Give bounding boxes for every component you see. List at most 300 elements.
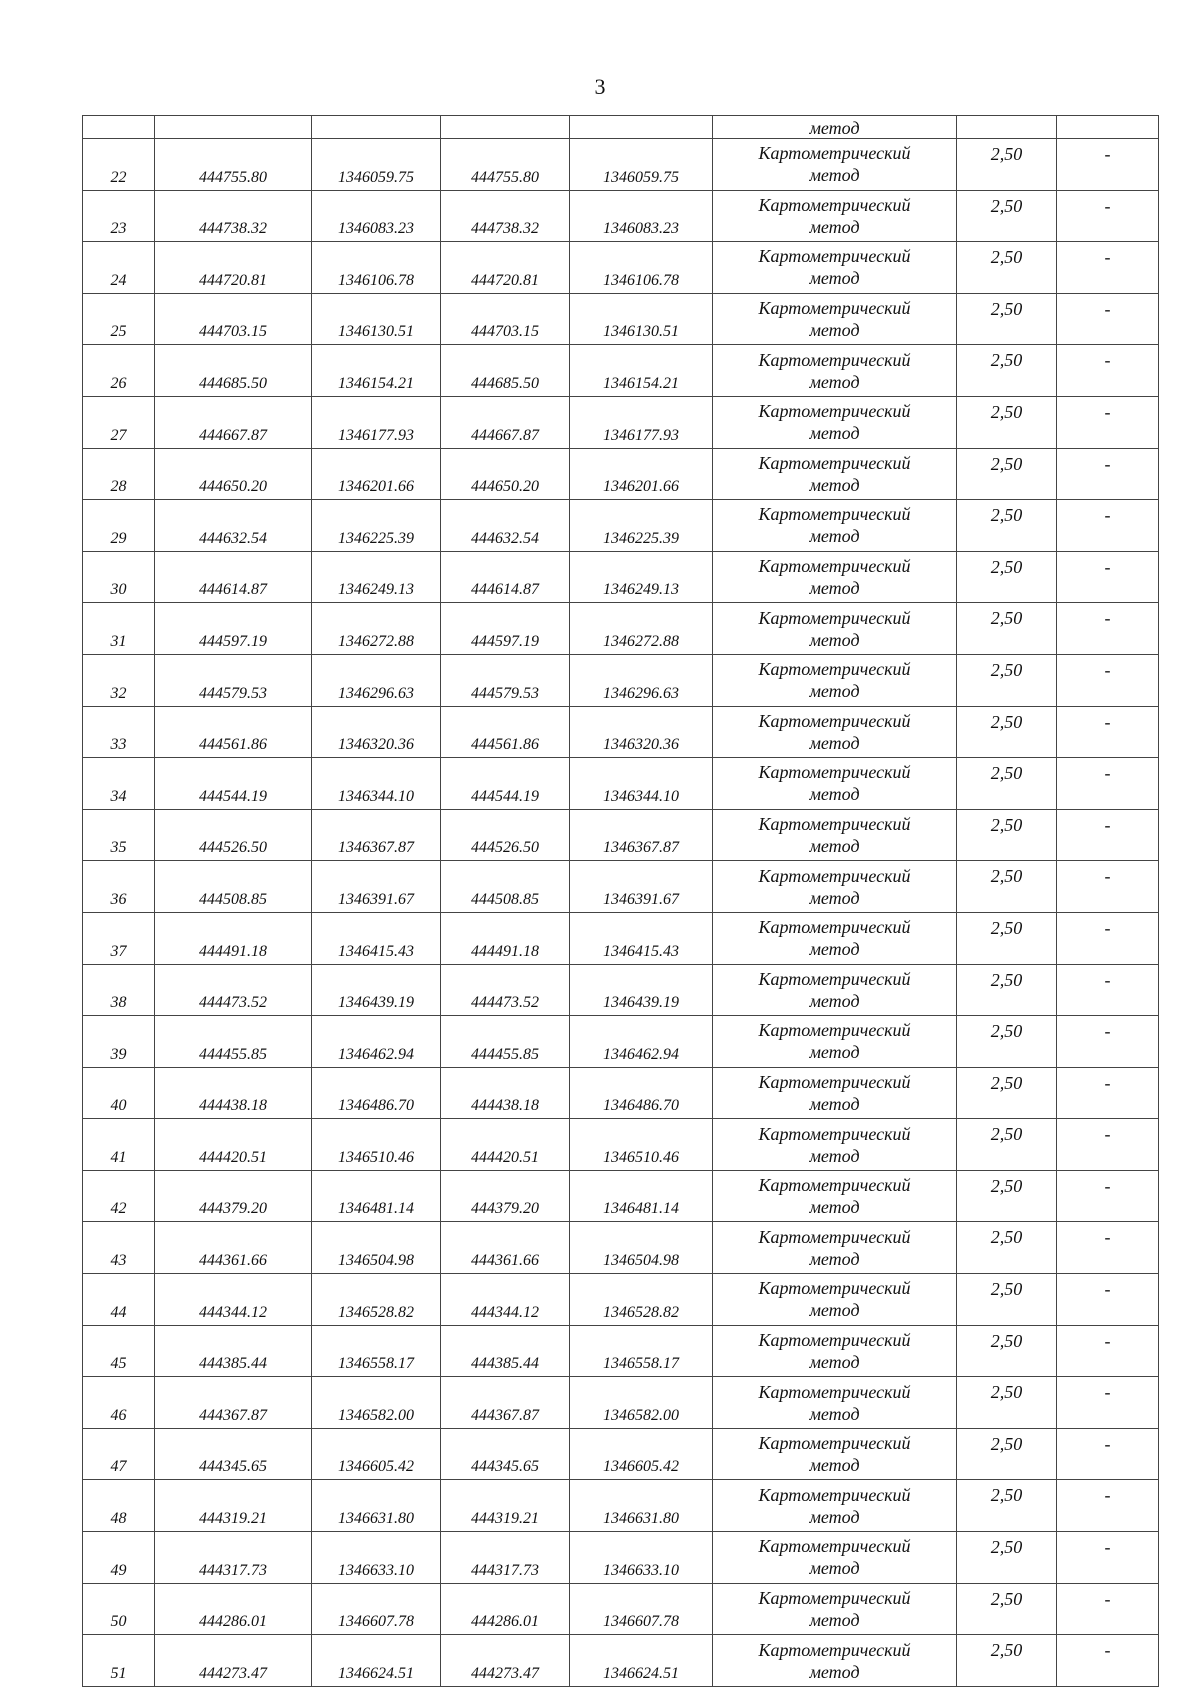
table-row	[83, 1583, 1159, 1635]
point-number-cell: 45	[83, 1325, 155, 1377]
method-line-2: метод	[809, 732, 860, 753]
note-cell: -	[1057, 1325, 1159, 1377]
y-new-cell: 1346320.36	[570, 706, 713, 758]
x-existing-cell: 444455.85	[155, 1016, 312, 1068]
coordinates-table	[82, 115, 1159, 1687]
table-row	[83, 809, 1159, 861]
note-cell: -	[1057, 758, 1159, 810]
point-number-cell: 48	[83, 1480, 155, 1532]
accuracy-cell: 2,50	[957, 706, 1057, 758]
point-number-cell: 42	[83, 1170, 155, 1222]
method-cell	[713, 706, 957, 758]
x-existing-cell: 444650.20	[155, 448, 312, 500]
accuracy-cell: 2,50	[957, 603, 1057, 655]
table-row	[83, 242, 1159, 294]
method-cell	[713, 448, 957, 500]
accuracy-cell: 2,50	[957, 1532, 1057, 1584]
y-new-cell: 1346462.94	[570, 1016, 713, 1068]
x-existing-cell: 444344.12	[155, 1274, 312, 1326]
method-cell	[713, 1067, 957, 1119]
method-line-2: метод	[809, 268, 860, 289]
y-existing-cell: 1346631.80	[312, 1480, 441, 1532]
point-number-cell: 46	[83, 1377, 155, 1429]
method-cell	[713, 861, 957, 913]
accuracy-cell: 2,50	[957, 1377, 1057, 1429]
method-line-1: Картометрический	[758, 1329, 911, 1350]
method-cell	[713, 1635, 957, 1687]
y-new-cell: 1346631.80	[570, 1480, 713, 1532]
accuracy-cell: 2,50	[957, 500, 1057, 552]
note-cell: -	[1057, 448, 1159, 500]
note-cell: -	[1057, 139, 1159, 191]
y-new-cell: 1346272.88	[570, 603, 713, 655]
accuracy-cell: 2,50	[957, 1480, 1057, 1532]
method-line-2: метод	[809, 216, 860, 237]
note-cell: -	[1057, 706, 1159, 758]
x-new-cell: 444579.53	[441, 654, 570, 706]
method-line-2: метод	[809, 526, 860, 547]
x-new-cell: 444720.81	[441, 242, 570, 294]
method-line-1: Картометрический	[758, 143, 911, 164]
x-new-cell: 444455.85	[441, 1016, 570, 1068]
x-existing-cell: 444526.50	[155, 809, 312, 861]
y-new-cell: 1346201.66	[570, 448, 713, 500]
method-line-1: Картометрический	[758, 246, 911, 267]
note-cell: -	[1057, 1119, 1159, 1171]
y-existing-cell: 1346633.10	[312, 1532, 441, 1584]
x-new-cell: 444491.18	[441, 912, 570, 964]
y-existing-cell: 1346296.63	[312, 654, 441, 706]
table-row	[83, 190, 1159, 242]
x-new-cell: 444286.01	[441, 1583, 570, 1635]
table-row	[83, 396, 1159, 448]
method-cell	[713, 1428, 957, 1480]
method-line-1: Картометрический	[758, 1587, 911, 1608]
method-cell	[713, 1377, 957, 1429]
method-tail-cell: метод	[713, 116, 957, 139]
point-number-cell: 36	[83, 861, 155, 913]
accuracy-cell: 2,50	[957, 293, 1057, 345]
table-row	[83, 1480, 1159, 1532]
method-line-1: Картометрический	[758, 607, 911, 628]
table-row	[83, 964, 1159, 1016]
x-new-cell: 444544.19	[441, 758, 570, 810]
method-line-2: метод	[809, 629, 860, 650]
method-line-1: Картометрический	[758, 917, 911, 938]
accuracy-cell: 2,50	[957, 861, 1057, 913]
y-new-cell: 1346633.10	[570, 1532, 713, 1584]
y-new-cell: 1346481.14	[570, 1170, 713, 1222]
point-number-cell: 31	[83, 603, 155, 655]
y-new-cell: 1346391.67	[570, 861, 713, 913]
x-existing-cell: 444561.86	[155, 706, 312, 758]
method-line-1: Картометрический	[758, 710, 911, 731]
table-row	[83, 654, 1159, 706]
method-line-1: Картометрический	[758, 1071, 911, 1092]
table-row	[83, 1170, 1159, 1222]
y-existing-cell: 1346225.39	[312, 500, 441, 552]
y-new-cell: 1346558.17	[570, 1325, 713, 1377]
accuracy-cell: 2,50	[957, 1119, 1057, 1171]
note-cell: -	[1057, 861, 1159, 913]
note-cell: -	[1057, 603, 1159, 655]
point-number-cell: 25	[83, 293, 155, 345]
y-new-cell: 1346154.21	[570, 345, 713, 397]
method-line-2: метод	[809, 1197, 860, 1218]
accuracy-cell: 2,50	[957, 1067, 1057, 1119]
y-existing-cell: 1346177.93	[312, 396, 441, 448]
point-number-cell: 28	[83, 448, 155, 500]
table-row	[83, 1325, 1159, 1377]
table-row	[83, 1274, 1159, 1326]
x-existing-cell: 444491.18	[155, 912, 312, 964]
x-new-cell: 444632.54	[441, 500, 570, 552]
method-line-1: Картометрический	[758, 1536, 911, 1557]
y-existing-cell: 1346415.43	[312, 912, 441, 964]
x-new-cell: 444317.73	[441, 1532, 570, 1584]
x-existing-cell: 444703.15	[155, 293, 312, 345]
point-number-cell: 26	[83, 345, 155, 397]
x-new-cell: 444344.12	[441, 1274, 570, 1326]
point-number-cell: 51	[83, 1635, 155, 1687]
y-new-cell: 1346528.82	[570, 1274, 713, 1326]
x-existing-cell: 444379.20	[155, 1170, 312, 1222]
x-existing-cell: 444317.73	[155, 1532, 312, 1584]
cell-empty	[441, 116, 570, 139]
method-line-1: Картометрический	[758, 401, 911, 422]
point-number-cell: 40	[83, 1067, 155, 1119]
method-line-1: Картометрический	[758, 1484, 911, 1505]
accuracy-cell: 2,50	[957, 345, 1057, 397]
method-line-1: Картометрический	[758, 1226, 911, 1247]
table-row	[83, 1532, 1159, 1584]
x-new-cell: 444650.20	[441, 448, 570, 500]
method-line-2: метод	[809, 887, 860, 908]
method-line-2: метод	[809, 474, 860, 495]
y-new-cell: 1346624.51	[570, 1635, 713, 1687]
x-new-cell: 444367.87	[441, 1377, 570, 1429]
accuracy-cell: 2,50	[957, 1016, 1057, 1068]
y-existing-cell: 1346624.51	[312, 1635, 441, 1687]
method-cell	[713, 654, 957, 706]
y-existing-cell: 1346106.78	[312, 242, 441, 294]
method-cell	[713, 964, 957, 1016]
accuracy-cell: 2,50	[957, 1170, 1057, 1222]
point-number-cell: 23	[83, 190, 155, 242]
y-existing-cell: 1346272.88	[312, 603, 441, 655]
point-number-cell: 24	[83, 242, 155, 294]
table-row	[83, 1377, 1159, 1429]
method-cell	[713, 345, 957, 397]
x-new-cell: 444755.80	[441, 139, 570, 191]
y-new-cell: 1346605.42	[570, 1428, 713, 1480]
note-cell: -	[1057, 1170, 1159, 1222]
y-new-cell: 1346059.75	[570, 139, 713, 191]
point-number-cell: 34	[83, 758, 155, 810]
accuracy-cell: 2,50	[957, 1274, 1057, 1326]
note-cell: -	[1057, 1480, 1159, 1532]
method-line-1: Картометрический	[758, 762, 911, 783]
note-cell: -	[1057, 912, 1159, 964]
x-new-cell: 444273.47	[441, 1635, 570, 1687]
method-cell	[713, 242, 957, 294]
x-new-cell: 444703.15	[441, 293, 570, 345]
note-cell: -	[1057, 1016, 1159, 1068]
method-line-1: Картометрический	[758, 1278, 911, 1299]
table-row	[83, 1635, 1159, 1687]
method-cell	[713, 139, 957, 191]
table-row	[83, 551, 1159, 603]
method-line-2: метод	[809, 423, 860, 444]
note-cell: -	[1057, 293, 1159, 345]
y-existing-cell: 1346367.87	[312, 809, 441, 861]
x-existing-cell: 444345.65	[155, 1428, 312, 1480]
note-cell: -	[1057, 1222, 1159, 1274]
note-cell: -	[1057, 1532, 1159, 1584]
x-new-cell: 444361.66	[441, 1222, 570, 1274]
method-line-1: Картометрический	[758, 1175, 911, 1196]
y-new-cell: 1346367.87	[570, 809, 713, 861]
y-existing-cell: 1346486.70	[312, 1067, 441, 1119]
table-row	[83, 345, 1159, 397]
x-existing-cell: 444632.54	[155, 500, 312, 552]
y-existing-cell: 1346201.66	[312, 448, 441, 500]
point-number-cell: 30	[83, 551, 155, 603]
method-cell	[713, 1119, 957, 1171]
y-new-cell: 1346177.93	[570, 396, 713, 448]
y-existing-cell: 1346154.21	[312, 345, 441, 397]
point-number-cell: 37	[83, 912, 155, 964]
accuracy-cell: 2,50	[957, 758, 1057, 810]
x-new-cell: 444667.87	[441, 396, 570, 448]
table-row	[83, 603, 1159, 655]
x-existing-cell: 444367.87	[155, 1377, 312, 1429]
table-row	[83, 1119, 1159, 1171]
method-cell	[713, 758, 957, 810]
x-existing-cell: 444755.80	[155, 139, 312, 191]
method-line-1: Картометрический	[758, 452, 911, 473]
method-line-2: метод	[809, 1145, 860, 1166]
x-existing-cell: 444420.51	[155, 1119, 312, 1171]
method-line-2: метод	[809, 320, 860, 341]
table-row	[83, 912, 1159, 964]
method-line-2: метод	[809, 1351, 860, 1372]
y-new-cell: 1346083.23	[570, 190, 713, 242]
point-number-cell: 41	[83, 1119, 155, 1171]
method-line-2: метод	[809, 1661, 860, 1682]
x-new-cell: 444319.21	[441, 1480, 570, 1532]
x-new-cell: 444561.86	[441, 706, 570, 758]
accuracy-cell: 2,50	[957, 654, 1057, 706]
x-existing-cell: 444286.01	[155, 1583, 312, 1635]
method-line-1: Картометрический	[758, 659, 911, 680]
note-cell: -	[1057, 654, 1159, 706]
y-new-cell: 1346504.98	[570, 1222, 713, 1274]
method-cell	[713, 1016, 957, 1068]
y-existing-cell: 1346582.00	[312, 1377, 441, 1429]
y-new-cell: 1346130.51	[570, 293, 713, 345]
table-row	[83, 706, 1159, 758]
x-existing-cell: 444273.47	[155, 1635, 312, 1687]
cell-empty	[83, 116, 155, 139]
x-new-cell: 444526.50	[441, 809, 570, 861]
accuracy-cell: 2,50	[957, 912, 1057, 964]
x-new-cell: 444614.87	[441, 551, 570, 603]
x-new-cell: 444345.65	[441, 1428, 570, 1480]
accuracy-cell: 2,50	[957, 139, 1057, 191]
note-cell: -	[1057, 1377, 1159, 1429]
note-cell: -	[1057, 396, 1159, 448]
method-line-1: Картометрический	[758, 814, 911, 835]
method-line-1: Картометрический	[758, 298, 911, 319]
y-new-cell: 1346582.00	[570, 1377, 713, 1429]
accuracy-cell: 2,50	[957, 242, 1057, 294]
method-line-2: метод	[809, 1093, 860, 1114]
note-cell: -	[1057, 551, 1159, 603]
y-existing-cell: 1346249.13	[312, 551, 441, 603]
y-new-cell: 1346249.13	[570, 551, 713, 603]
y-existing-cell: 1346528.82	[312, 1274, 441, 1326]
y-existing-cell: 1346481.14	[312, 1170, 441, 1222]
accuracy-cell: 2,50	[957, 1222, 1057, 1274]
cell-empty	[312, 116, 441, 139]
note-cell: -	[1057, 190, 1159, 242]
note-cell: -	[1057, 1583, 1159, 1635]
y-existing-cell: 1346607.78	[312, 1583, 441, 1635]
method-cell	[713, 1583, 957, 1635]
method-line-1: Картометрический	[758, 349, 911, 370]
table-row	[83, 139, 1159, 191]
y-new-cell: 1346296.63	[570, 654, 713, 706]
method-cell	[713, 1274, 957, 1326]
point-number-cell: 29	[83, 500, 155, 552]
table-row	[83, 1222, 1159, 1274]
note-cell: -	[1057, 1428, 1159, 1480]
x-existing-cell: 444319.21	[155, 1480, 312, 1532]
table-row	[83, 293, 1159, 345]
continuation-row	[83, 116, 1159, 139]
table-body	[83, 116, 1159, 1687]
method-line-2: метод	[809, 165, 860, 186]
y-existing-cell: 1346059.75	[312, 139, 441, 191]
x-existing-cell: 444720.81	[155, 242, 312, 294]
cell-empty	[155, 116, 312, 139]
note-cell: -	[1057, 809, 1159, 861]
method-cell	[713, 912, 957, 964]
method-line-2: метод	[809, 1300, 860, 1321]
method-line-1: Картометрический	[758, 556, 911, 577]
x-existing-cell: 444579.53	[155, 654, 312, 706]
table-row	[83, 500, 1159, 552]
y-existing-cell: 1346558.17	[312, 1325, 441, 1377]
table-row	[83, 1428, 1159, 1480]
table-row	[83, 1016, 1159, 1068]
cell-empty	[570, 116, 713, 139]
accuracy-cell: 2,50	[957, 809, 1057, 861]
method-cell	[713, 1532, 957, 1584]
y-existing-cell: 1346320.36	[312, 706, 441, 758]
method-cell	[713, 190, 957, 242]
method-line-1: Картометрический	[758, 1020, 911, 1041]
method-line-2: метод	[809, 681, 860, 702]
x-existing-cell: 444385.44	[155, 1325, 312, 1377]
page-number: 3	[594, 74, 606, 99]
note-cell: -	[1057, 1067, 1159, 1119]
x-existing-cell: 444544.19	[155, 758, 312, 810]
accuracy-cell: 2,50	[957, 448, 1057, 500]
method-line-2: метод	[809, 1042, 860, 1063]
cell-empty	[1057, 116, 1159, 139]
x-existing-cell: 444508.85	[155, 861, 312, 913]
method-cell	[713, 809, 957, 861]
accuracy-cell: 2,50	[957, 190, 1057, 242]
method-cell	[713, 396, 957, 448]
method-line-2: метод	[809, 1403, 860, 1424]
table-row	[83, 448, 1159, 500]
note-cell: -	[1057, 242, 1159, 294]
note-cell: -	[1057, 964, 1159, 1016]
method-line-2: метод	[809, 1455, 860, 1476]
y-new-cell: 1346106.78	[570, 242, 713, 294]
cell-empty	[957, 116, 1057, 139]
method-line-1: Картометрический	[758, 1433, 911, 1454]
method-cell	[713, 1325, 957, 1377]
y-new-cell: 1346486.70	[570, 1067, 713, 1119]
point-number-cell: 38	[83, 964, 155, 1016]
x-existing-cell: 444614.87	[155, 551, 312, 603]
method-line-1: Картометрический	[758, 194, 911, 215]
table-row	[83, 758, 1159, 810]
x-new-cell: 444438.18	[441, 1067, 570, 1119]
note-cell: -	[1057, 1274, 1159, 1326]
point-number-cell: 39	[83, 1016, 155, 1068]
method-line-1: Картометрический	[758, 1123, 911, 1144]
method-cell	[713, 500, 957, 552]
y-existing-cell: 1346605.42	[312, 1428, 441, 1480]
y-new-cell: 1346344.10	[570, 758, 713, 810]
point-number-cell: 50	[83, 1583, 155, 1635]
note-cell: -	[1057, 1635, 1159, 1687]
x-new-cell: 444508.85	[441, 861, 570, 913]
point-number-cell: 47	[83, 1428, 155, 1480]
x-existing-cell: 444738.32	[155, 190, 312, 242]
x-new-cell: 444597.19	[441, 603, 570, 655]
point-number-cell: 49	[83, 1532, 155, 1584]
x-existing-cell: 444361.66	[155, 1222, 312, 1274]
method-line-2: метод	[809, 990, 860, 1011]
table-row	[83, 1067, 1159, 1119]
accuracy-cell: 2,50	[957, 551, 1057, 603]
method-line-2: метод	[809, 1506, 860, 1527]
method-cell	[713, 1480, 957, 1532]
note-cell: -	[1057, 500, 1159, 552]
x-existing-cell: 444473.52	[155, 964, 312, 1016]
point-number-cell: 27	[83, 396, 155, 448]
y-existing-cell: 1346391.67	[312, 861, 441, 913]
y-new-cell: 1346415.43	[570, 912, 713, 964]
method-cell	[713, 1222, 957, 1274]
y-existing-cell: 1346344.10	[312, 758, 441, 810]
accuracy-cell: 2,50	[957, 1635, 1057, 1687]
point-number-cell: 43	[83, 1222, 155, 1274]
accuracy-cell: 2,50	[957, 396, 1057, 448]
accuracy-cell: 2,50	[957, 964, 1057, 1016]
x-new-cell: 444379.20	[441, 1170, 570, 1222]
accuracy-cell: 2,50	[957, 1325, 1057, 1377]
y-new-cell: 1346439.19	[570, 964, 713, 1016]
point-number-cell: 22	[83, 139, 155, 191]
note-cell: -	[1057, 345, 1159, 397]
